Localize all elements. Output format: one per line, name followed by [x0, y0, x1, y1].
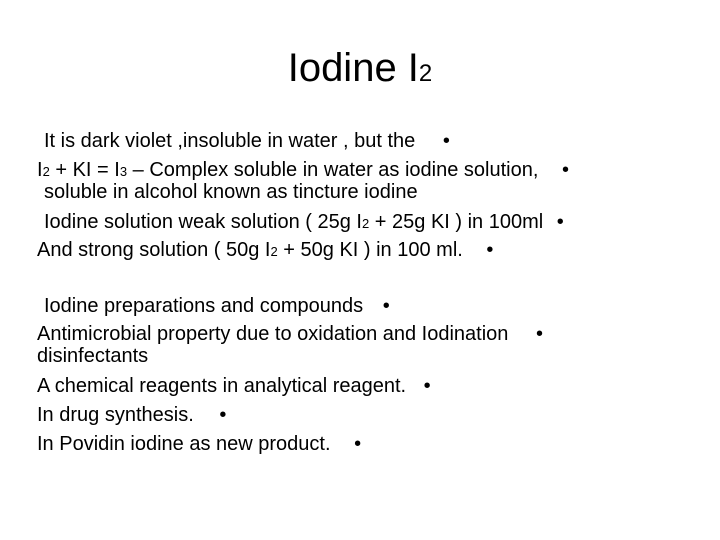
line-text: Antimicrobial property due to oxidation and Iodination — [37, 323, 509, 345]
subscript: 3 — [119, 164, 128, 179]
line-text: In Povidin iodine as new product. — [37, 433, 331, 455]
subscript: 2 — [42, 164, 50, 179]
text-line — [37, 374, 431, 398]
line-text: + 50g KI ) in 100 ml. — [277, 239, 463, 261]
slide-title — [0, 42, 720, 100]
text-line — [44, 210, 564, 236]
line-text: + KI = I — [49, 159, 120, 181]
text-line — [37, 322, 543, 346]
line-text: I — [37, 159, 43, 181]
text-line — [37, 344, 148, 368]
subscript: 2 — [270, 244, 278, 259]
bullet-icon: • — [354, 433, 362, 455]
bullet-icon: • — [486, 239, 494, 261]
line-text: soluble in alcohol known as tincture iodine — [44, 181, 418, 203]
text-line — [44, 180, 418, 204]
text-line — [44, 294, 390, 318]
text-line — [37, 403, 226, 427]
text-line — [44, 129, 450, 153]
text-line — [37, 432, 361, 456]
line-text: It is dark violet ,insoluble in water , but the — [44, 130, 416, 152]
bullet-icon: • — [556, 211, 564, 233]
line-text: disinfectants — [37, 345, 149, 367]
line-text: A chemical reagents in analytical reagent. — [37, 375, 407, 397]
subscript: 2 — [361, 216, 370, 231]
text-line — [37, 238, 493, 264]
bullet-icon: • — [219, 404, 227, 426]
line-text: In drug synthesis. — [37, 404, 194, 426]
line-text: Iodine solution weak solution ( 25g I — [44, 211, 362, 233]
line-text: – Complex soluble in water as iodine solution, — [127, 159, 539, 181]
line-text: Iodine preparations and compounds — [44, 295, 364, 317]
bullet-icon: • — [535, 323, 543, 345]
title-subscript: 2 — [418, 60, 433, 87]
title-main: Iodine I — [287, 46, 419, 90]
bullet-icon: • — [442, 130, 450, 152]
line-text: + 25g KI ) in 100ml — [369, 211, 544, 233]
bullet-icon: • — [382, 295, 390, 317]
bullet-icon: • — [561, 159, 569, 181]
line-text: And strong solution ( 50g I — [37, 239, 271, 261]
bullet-icon: • — [423, 375, 431, 397]
